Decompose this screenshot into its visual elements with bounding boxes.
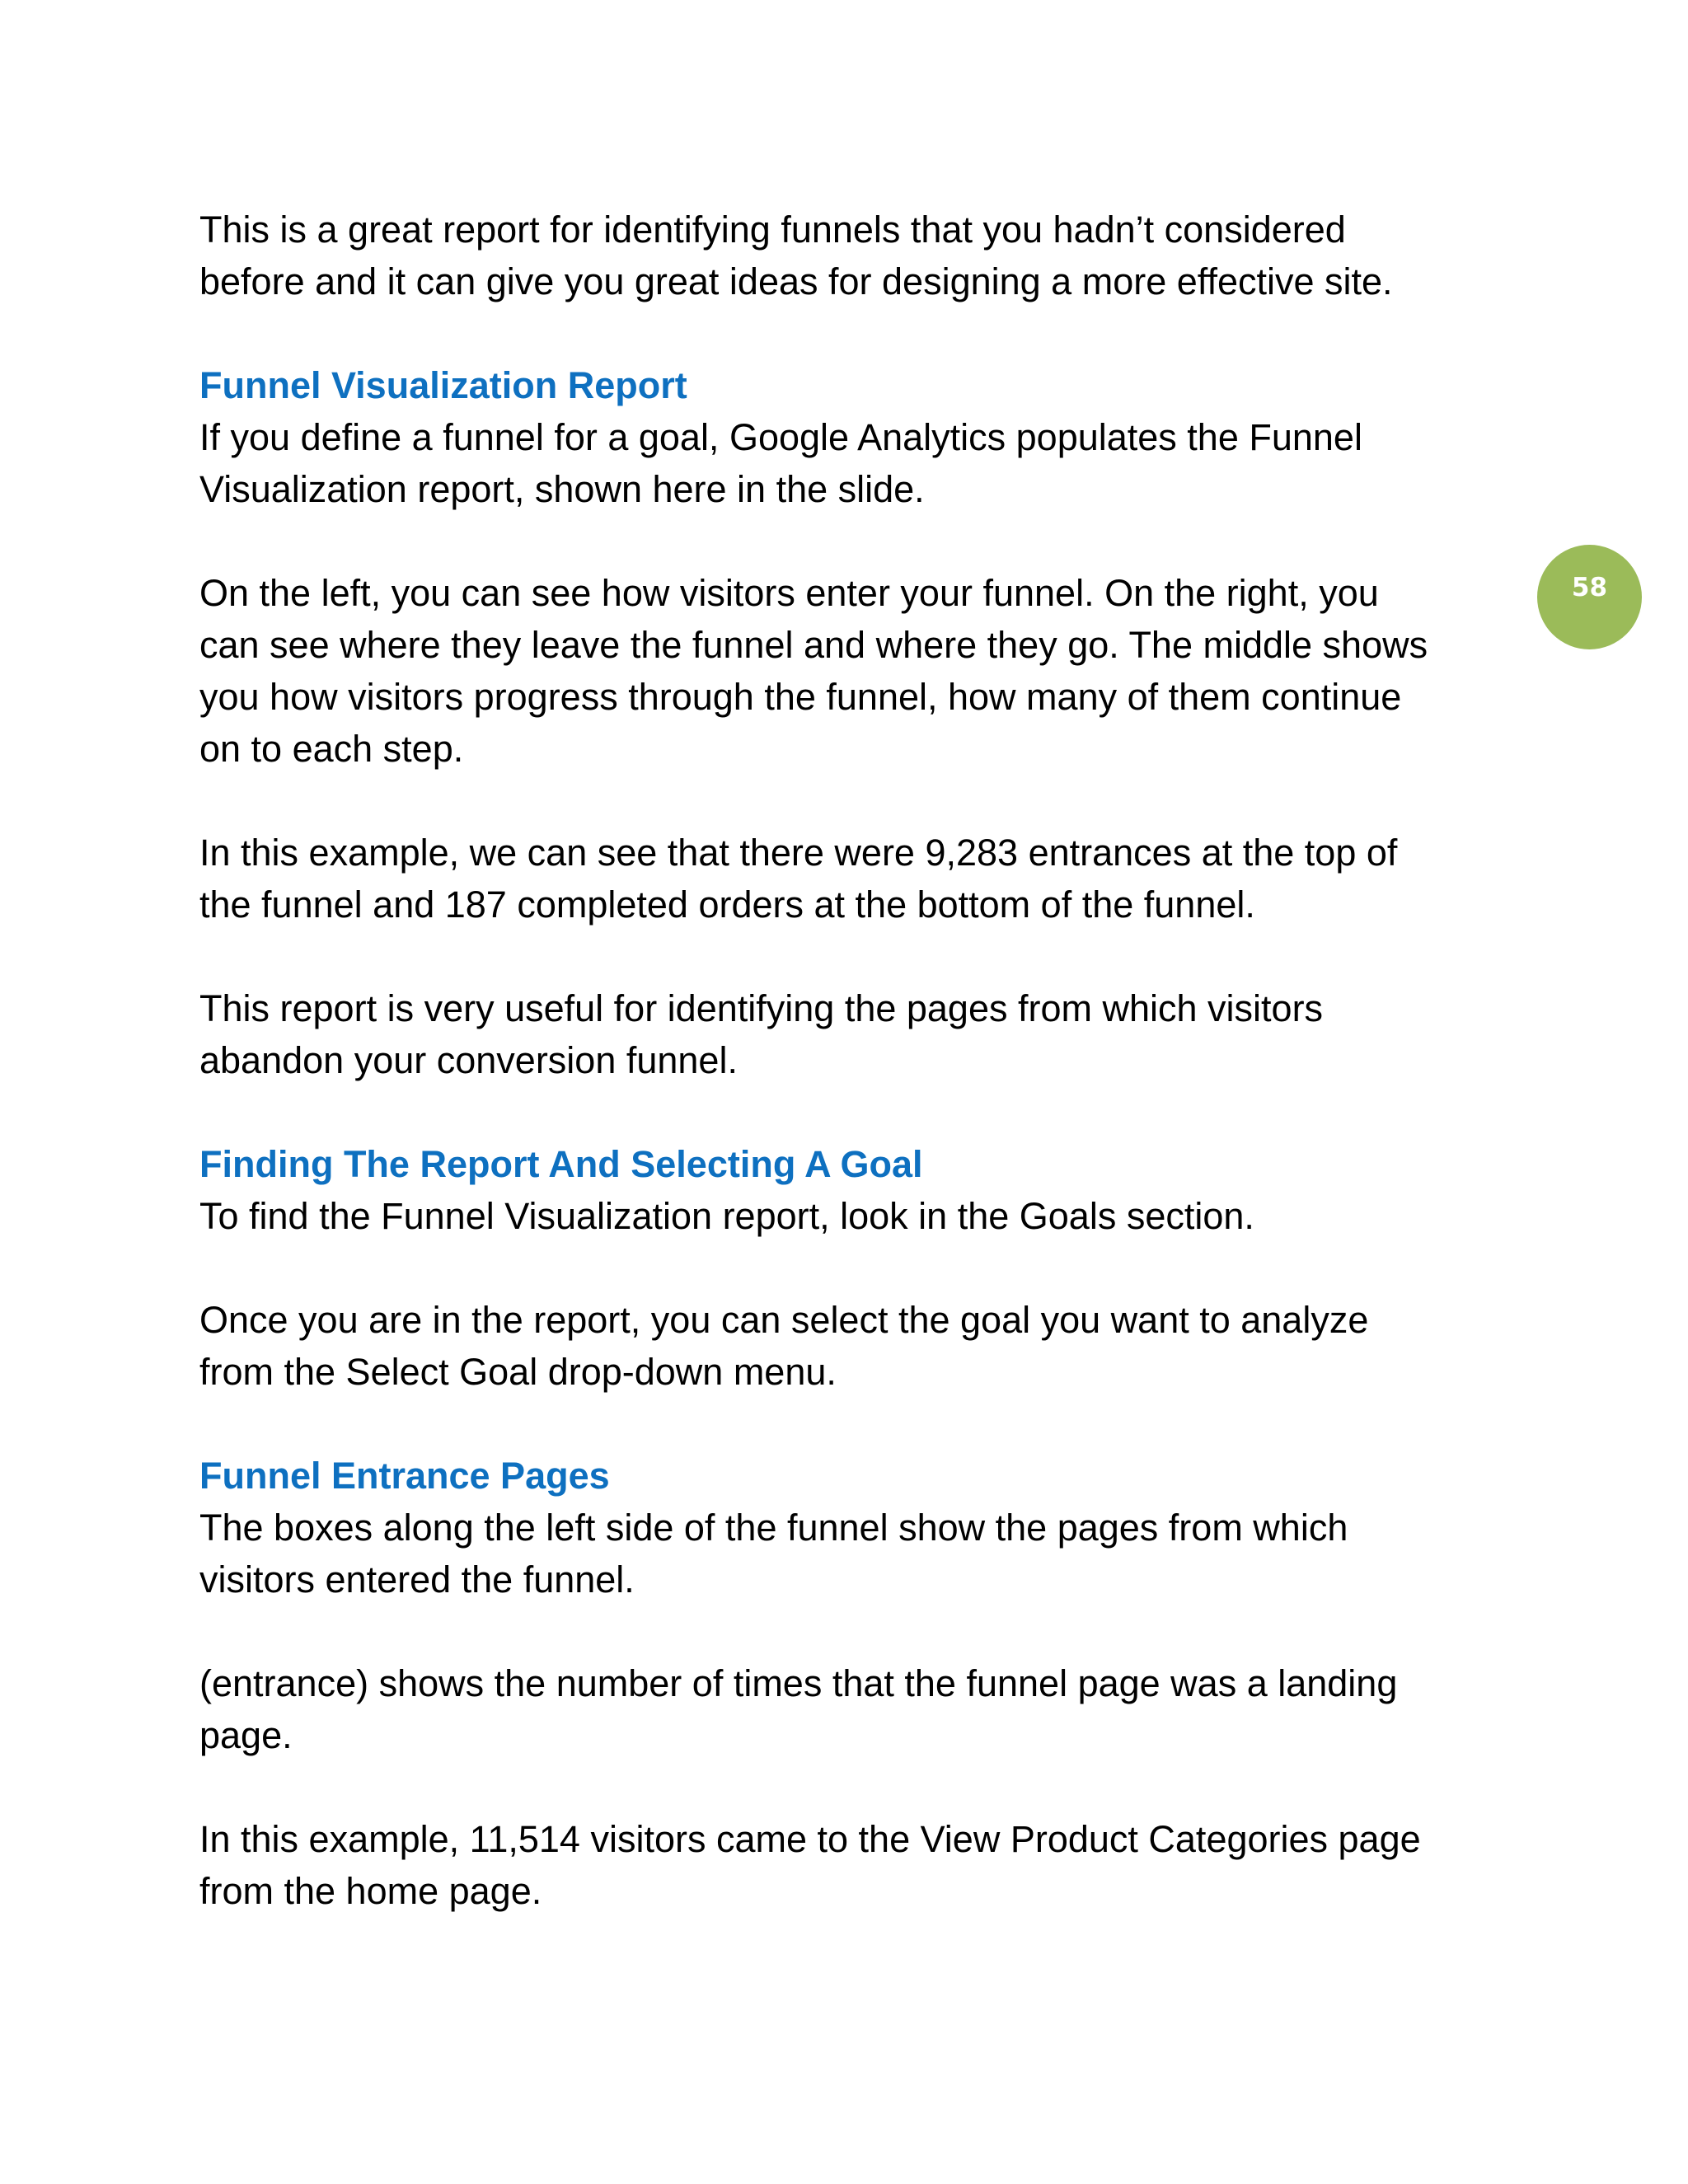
paragraph: To find the Funnel Visualization report, look in the Goals section.: [199, 1195, 1254, 1237]
intro-paragraph: This is a great report for identifying funnels that you hadn’t considered before and it can give you great ideas for designing a more effective site.: [199, 209, 1393, 302]
page-number: 58: [1571, 573, 1608, 602]
paragraph: The boxes along the left side of the funnel show the pages from which visitors entered the funnel.: [199, 1507, 1348, 1601]
section-heading: Finding The Report And Selecting A Goal: [199, 1143, 923, 1185]
page-body: [199, 204, 1502, 1917]
paragraph: Once you are in the report, you can select the goal you want to analyze from the Select Goal drop-down menu.: [199, 1299, 1369, 1393]
paragraph: This report is very useful for identifying the pages from which visitors abandon your conversion funnel.: [199, 987, 1324, 1081]
section-heading: Funnel Visualization Report: [199, 364, 687, 406]
paragraph: If you define a funnel for a goal, Google Analytics populates the Funnel Visualization report, shown here in the slide.: [199, 416, 1362, 510]
section-heading: Funnel Entrance Pages: [199, 1455, 610, 1497]
section-funnel-entrance-pages: [199, 1450, 1502, 1917]
paragraph: In this example, 11,514 visitors came to the View Product Categories page from the home page.: [199, 1818, 1421, 1912]
section-funnel-visualization: [199, 359, 1502, 1086]
page-number-badge: [1537, 545, 1642, 649]
paragraph: On the left, you can see how visitors enter your funnel. On the right, you can see where they leave the funnel and where they go. The middle shows you how visitors progress through the funnel, how many of them continue on to each step.: [199, 572, 1428, 770]
paragraph: (entrance) shows the number of times that the funnel page was a landing page.: [199, 1662, 1398, 1756]
section-finding-report: [199, 1138, 1502, 1398]
paragraph: In this example, we can see that there were 9,283 entrances at the top of the funnel and 187 completed orders at the bottom of the funnel.: [199, 832, 1398, 926]
